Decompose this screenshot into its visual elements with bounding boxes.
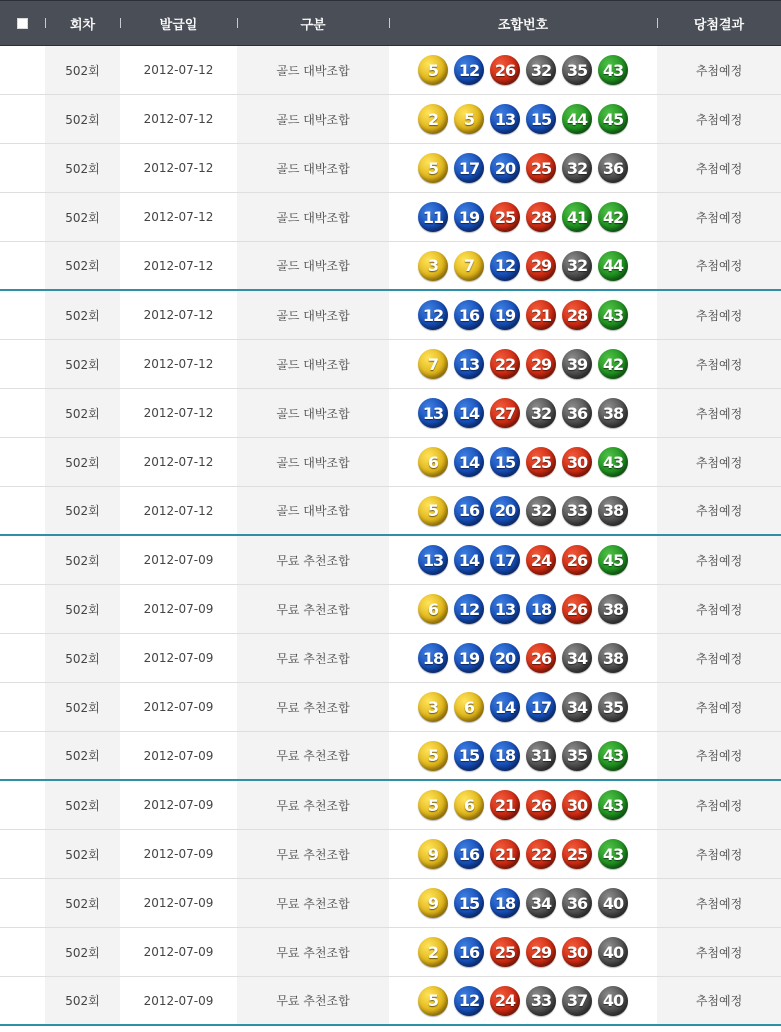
lotto-ball: 15 (526, 104, 556, 134)
table-row[interactable] (0, 487, 781, 536)
lotto-ball: 30 (562, 447, 592, 477)
lotto-ball: 43 (598, 55, 628, 85)
ball-group (418, 153, 628, 183)
numbers-cell (389, 928, 657, 976)
date-cell: 2012-07-12 (143, 63, 214, 77)
ball-group (418, 55, 628, 85)
table-row[interactable] (0, 193, 781, 242)
row-select-cell[interactable] (0, 144, 45, 192)
lotto-ball: 38 (598, 496, 628, 526)
lotto-ball: 35 (562, 55, 592, 85)
numbers-cell (389, 536, 657, 584)
type-cell: 무료 추천조합 (237, 928, 389, 976)
lotto-ball: 34 (562, 692, 592, 722)
lotto-ball: 28 (526, 202, 556, 232)
lotto-ball: 34 (562, 643, 592, 673)
result-cell: 추첨예정 (657, 781, 781, 829)
lotto-ball: 38 (598, 594, 628, 624)
lotto-ball: 15 (454, 888, 484, 918)
lotto-ball: 19 (454, 202, 484, 232)
header-numbers: 조합번호 (389, 1, 657, 45)
date-cell: 2012-07-09 (143, 602, 214, 616)
lotto-ball: 6 (454, 790, 484, 820)
lotto-ball: 15 (490, 447, 520, 477)
lotto-ball: 38 (598, 643, 628, 673)
numbers-cell (389, 95, 657, 143)
result-cell: 추첨예정 (657, 732, 781, 779)
type-cell: 무료 추천조합 (237, 536, 389, 584)
table-row[interactable] (0, 879, 781, 928)
table-row[interactable] (0, 144, 781, 193)
result-cell: 추첨예정 (657, 977, 781, 1024)
result-cell: 추첨예정 (657, 242, 781, 289)
lotto-ball: 21 (490, 790, 520, 820)
lotto-ball: 5 (418, 153, 448, 183)
date-cell: 2012-07-12 (143, 258, 214, 273)
lotto-ball: 6 (418, 447, 448, 477)
numbers-cell (389, 634, 657, 682)
round-cell: 502회 (45, 879, 120, 927)
ball-group (418, 888, 628, 918)
round-cell: 502회 (45, 144, 120, 192)
lotto-ball: 17 (526, 692, 556, 722)
ball-group (418, 790, 628, 820)
ball-group (418, 300, 628, 330)
result-cell: 추첨예정 (657, 928, 781, 976)
result-cell: 추첨예정 (657, 46, 781, 94)
lotto-ball: 5 (418, 55, 448, 85)
lotto-ball: 30 (562, 937, 592, 967)
lotto-ball: 32 (562, 251, 592, 281)
lotto-ball: 43 (598, 300, 628, 330)
round-cell: 502회 (45, 340, 120, 388)
lotto-ball: 40 (598, 888, 628, 918)
lotto-ball: 13 (490, 104, 520, 134)
table-row[interactable] (0, 291, 781, 340)
round-cell: 502회 (45, 732, 120, 779)
date-cell: 2012-07-12 (143, 210, 214, 224)
lotto-ball: 14 (454, 545, 484, 575)
lotto-ball: 36 (562, 398, 592, 428)
row-select-cell[interactable] (0, 95, 45, 143)
result-cell: 추첨예정 (657, 144, 781, 192)
row-select-cell[interactable] (0, 634, 45, 682)
lotto-ball: 40 (598, 986, 628, 1016)
round-cell: 502회 (45, 242, 120, 289)
lotto-ball: 18 (490, 741, 520, 771)
table-row[interactable] (0, 536, 781, 585)
lotto-ball: 3 (418, 692, 448, 722)
lotto-ball: 13 (418, 545, 448, 575)
table-row[interactable] (0, 781, 781, 830)
lotto-ball: 7 (418, 349, 448, 379)
lotto-ball: 6 (454, 692, 484, 722)
date-cell: 2012-07-09 (143, 847, 214, 861)
table-row[interactable] (0, 830, 781, 879)
lotto-ball: 26 (562, 594, 592, 624)
table-header (0, 0, 781, 46)
round-cell: 502회 (45, 977, 120, 1024)
lotto-ball: 19 (490, 300, 520, 330)
numbers-cell (389, 389, 657, 437)
lotto-ball: 21 (526, 300, 556, 330)
lotto-ball: 18 (526, 594, 556, 624)
row-select-cell[interactable] (0, 242, 45, 289)
type-cell: 골드 대박조합 (237, 389, 389, 437)
date-cell: 2012-07-12 (143, 503, 214, 518)
type-cell: 무료 추천조합 (237, 634, 389, 682)
row-select-cell[interactable] (0, 928, 45, 976)
ball-group (418, 692, 628, 722)
round-cell: 502회 (45, 830, 120, 878)
lotto-ball: 42 (598, 349, 628, 379)
numbers-cell (389, 879, 657, 927)
date-cell: 2012-07-09 (143, 993, 214, 1008)
type-cell: 무료 추천조합 (237, 977, 389, 1024)
row-select-cell[interactable] (0, 46, 45, 94)
type-cell: 무료 추천조합 (237, 732, 389, 779)
lotto-ball: 16 (454, 839, 484, 869)
lotto-ball: 26 (526, 790, 556, 820)
row-select-cell[interactable] (0, 732, 45, 779)
lotto-ball: 18 (418, 643, 448, 673)
lotto-ball: 21 (490, 839, 520, 869)
type-cell: 골드 대박조합 (237, 487, 389, 534)
ball-group (418, 104, 628, 134)
result-cell: 추첨예정 (657, 683, 781, 731)
header-select-all-cell (0, 1, 45, 45)
lotto-ball: 35 (562, 741, 592, 771)
lotto-ball: 5 (418, 741, 448, 771)
lotto-ball: 12 (490, 251, 520, 281)
ball-group (418, 496, 628, 526)
row-select-cell[interactable] (0, 879, 45, 927)
round-cell: 502회 (45, 634, 120, 682)
ball-group (418, 447, 628, 477)
date-cell: 2012-07-09 (143, 700, 214, 714)
result-cell: 추첨예정 (657, 879, 781, 927)
lotto-ball: 32 (526, 55, 556, 85)
lotto-ball: 9 (418, 839, 448, 869)
lotto-ball: 25 (526, 153, 556, 183)
numbers-cell (389, 781, 657, 829)
numbers-cell (389, 830, 657, 878)
table-row[interactable] (0, 977, 781, 1026)
lotto-ball: 2 (418, 104, 448, 134)
lotto-ball: 5 (454, 104, 484, 134)
lotto-ball: 9 (418, 888, 448, 918)
result-cell: 추첨예정 (657, 340, 781, 388)
round-cell: 502회 (45, 291, 120, 339)
round-cell: 502회 (45, 683, 120, 731)
round-cell: 502회 (45, 585, 120, 633)
lotto-ball: 12 (418, 300, 448, 330)
lotto-ball: 7 (454, 251, 484, 281)
lotto-ball: 13 (454, 349, 484, 379)
result-cell: 추첨예정 (657, 438, 781, 486)
table-row[interactable] (0, 95, 781, 144)
select-all-checkbox[interactable] (17, 18, 28, 29)
type-cell: 무료 추천조합 (237, 830, 389, 878)
lotto-ball: 13 (418, 398, 448, 428)
date-cell: 2012-07-09 (143, 896, 214, 910)
lotto-ball: 26 (526, 643, 556, 673)
type-cell: 무료 추천조합 (237, 879, 389, 927)
lotto-ball: 17 (490, 545, 520, 575)
header-round: 회차 (45, 1, 120, 45)
lotto-ball: 25 (526, 447, 556, 477)
lotto-ball: 33 (562, 496, 592, 526)
lotto-ball: 2 (418, 937, 448, 967)
numbers-cell (389, 683, 657, 731)
ball-group (418, 643, 628, 673)
date-cell: 2012-07-09 (143, 945, 214, 959)
row-select-cell[interactable] (0, 585, 45, 633)
lotto-ball: 32 (562, 153, 592, 183)
lotto-ball: 19 (454, 643, 484, 673)
lotto-ball: 26 (490, 55, 520, 85)
lotto-ball: 32 (526, 496, 556, 526)
round-cell: 502회 (45, 781, 120, 829)
date-cell: 2012-07-12 (143, 406, 214, 420)
ball-group (418, 839, 628, 869)
lotto-ball: 31 (526, 741, 556, 771)
lotto-ball: 26 (562, 545, 592, 575)
lotto-ball: 29 (526, 349, 556, 379)
row-select-cell[interactable] (0, 389, 45, 437)
lotto-ball: 20 (490, 496, 520, 526)
table-row[interactable] (0, 585, 781, 634)
lotto-ball: 6 (418, 594, 448, 624)
lotto-ball: 25 (490, 937, 520, 967)
lotto-ball: 33 (526, 986, 556, 1016)
numbers-cell (389, 438, 657, 486)
header-date: 발급일 (120, 1, 237, 45)
lotto-ball: 5 (418, 496, 448, 526)
lotto-ball: 15 (454, 741, 484, 771)
date-cell: 2012-07-09 (143, 798, 214, 812)
lotto-ball: 37 (562, 986, 592, 1016)
result-cell: 추첨예정 (657, 536, 781, 584)
lotto-ball: 35 (598, 692, 628, 722)
table-row[interactable] (0, 242, 781, 291)
type-cell: 골드 대박조합 (237, 95, 389, 143)
table-row[interactable] (0, 683, 781, 732)
lotto-ball: 34 (526, 888, 556, 918)
table-row[interactable] (0, 438, 781, 487)
lotto-ball: 43 (598, 839, 628, 869)
lotto-ball: 38 (598, 398, 628, 428)
numbers-cell (389, 291, 657, 339)
lotto-ball: 25 (562, 839, 592, 869)
lotto-ball: 16 (454, 496, 484, 526)
lotto-ball: 45 (598, 545, 628, 575)
table-row[interactable] (0, 340, 781, 389)
type-cell: 골드 대박조합 (237, 438, 389, 486)
round-cell: 502회 (45, 193, 120, 241)
lotto-ball: 14 (490, 692, 520, 722)
lotto-ball: 3 (418, 251, 448, 281)
date-cell: 2012-07-12 (143, 161, 214, 175)
table-body (0, 46, 781, 1026)
lotto-ball: 12 (454, 986, 484, 1016)
lotto-ball: 41 (562, 202, 592, 232)
round-cell: 502회 (45, 438, 120, 486)
lotto-ball: 5 (418, 790, 448, 820)
ball-group (418, 349, 628, 379)
type-cell: 골드 대박조합 (237, 242, 389, 289)
ball-group (418, 594, 628, 624)
lotto-ball: 17 (454, 153, 484, 183)
lotto-ball: 20 (490, 153, 520, 183)
round-cell: 502회 (45, 46, 120, 94)
type-cell: 무료 추천조합 (237, 781, 389, 829)
numbers-cell (389, 732, 657, 779)
table-row[interactable] (0, 389, 781, 438)
row-select-cell[interactable] (0, 291, 45, 339)
row-select-cell[interactable] (0, 781, 45, 829)
lotto-ball: 13 (490, 594, 520, 624)
lotto-ball: 36 (598, 153, 628, 183)
lotto-ball: 44 (562, 104, 592, 134)
lotto-ball: 14 (454, 447, 484, 477)
numbers-cell (389, 144, 657, 192)
round-cell: 502회 (45, 536, 120, 584)
row-select-cell[interactable] (0, 487, 45, 534)
lotto-ball: 43 (598, 790, 628, 820)
lotto-ball: 5 (418, 986, 448, 1016)
round-cell: 502회 (45, 487, 120, 534)
row-select-cell[interactable] (0, 977, 45, 1024)
date-cell: 2012-07-12 (143, 455, 214, 469)
ball-group (418, 986, 628, 1016)
lotto-ball: 27 (490, 398, 520, 428)
lotto-ball: 25 (490, 202, 520, 232)
result-cell: 추첨예정 (657, 291, 781, 339)
lotto-ball: 18 (490, 888, 520, 918)
lotto-ball: 24 (490, 986, 520, 1016)
lotto-ball: 20 (490, 643, 520, 673)
type-cell: 골드 대박조합 (237, 340, 389, 388)
date-cell: 2012-07-09 (143, 553, 214, 567)
ball-group (418, 545, 628, 575)
numbers-cell (389, 340, 657, 388)
result-cell: 추첨예정 (657, 830, 781, 878)
row-select-cell[interactable] (0, 536, 45, 584)
type-cell: 골드 대박조합 (237, 291, 389, 339)
lotto-ball: 16 (454, 937, 484, 967)
row-select-cell[interactable] (0, 340, 45, 388)
result-cell: 추첨예정 (657, 95, 781, 143)
type-cell: 무료 추천조합 (237, 683, 389, 731)
lotto-ball: 29 (526, 937, 556, 967)
lotto-ball: 32 (526, 398, 556, 428)
row-select-cell[interactable] (0, 683, 45, 731)
lotto-ball: 24 (526, 545, 556, 575)
lotto-ball: 30 (562, 790, 592, 820)
lotto-ball: 42 (598, 202, 628, 232)
numbers-cell (389, 977, 657, 1024)
type-cell: 골드 대박조합 (237, 144, 389, 192)
type-cell: 무료 추천조합 (237, 585, 389, 633)
ball-group (418, 398, 628, 428)
header-type: 구분 (237, 1, 389, 45)
lotto-ball: 43 (598, 447, 628, 477)
lotto-ball: 16 (454, 300, 484, 330)
ball-group (418, 741, 628, 771)
date-cell: 2012-07-12 (143, 308, 214, 322)
result-cell: 추첨예정 (657, 389, 781, 437)
date-cell: 2012-07-12 (143, 357, 214, 371)
table-row[interactable] (0, 634, 781, 683)
lotto-ball: 36 (562, 888, 592, 918)
lotto-ball: 43 (598, 741, 628, 771)
header-result: 당첨결과 (657, 1, 781, 45)
table-row[interactable] (0, 732, 781, 781)
type-cell: 골드 대박조합 (237, 46, 389, 94)
numbers-cell (389, 46, 657, 94)
lotto-ball: 28 (562, 300, 592, 330)
table-row[interactable] (0, 46, 781, 95)
type-cell: 골드 대박조합 (237, 193, 389, 241)
row-select-cell[interactable] (0, 193, 45, 241)
lotto-ball: 39 (562, 349, 592, 379)
round-cell: 502회 (45, 389, 120, 437)
date-cell: 2012-07-09 (143, 748, 214, 763)
lotto-ball: 12 (454, 594, 484, 624)
lotto-ball: 14 (454, 398, 484, 428)
row-select-cell[interactable] (0, 438, 45, 486)
lotto-ball: 11 (418, 202, 448, 232)
date-cell: 2012-07-09 (143, 651, 214, 665)
ball-group (418, 202, 628, 232)
numbers-cell (389, 585, 657, 633)
round-cell: 502회 (45, 928, 120, 976)
result-cell: 추첨예정 (657, 634, 781, 682)
result-cell: 추첨예정 (657, 585, 781, 633)
table-row[interactable] (0, 928, 781, 977)
round-cell: 502회 (45, 95, 120, 143)
lotto-ball: 22 (526, 839, 556, 869)
result-cell: 추첨예정 (657, 487, 781, 534)
numbers-cell (389, 242, 657, 289)
ball-group (418, 937, 628, 967)
result-cell: 추첨예정 (657, 193, 781, 241)
ball-group (418, 251, 628, 281)
lotto-ball: 44 (598, 251, 628, 281)
lotto-ball: 22 (490, 349, 520, 379)
row-select-cell[interactable] (0, 830, 45, 878)
lotto-ball: 40 (598, 937, 628, 967)
lotto-ball: 29 (526, 251, 556, 281)
lotto-ball: 12 (454, 55, 484, 85)
numbers-cell (389, 487, 657, 534)
lotto-ball: 45 (598, 104, 628, 134)
date-cell: 2012-07-12 (143, 112, 214, 126)
numbers-cell (389, 193, 657, 241)
